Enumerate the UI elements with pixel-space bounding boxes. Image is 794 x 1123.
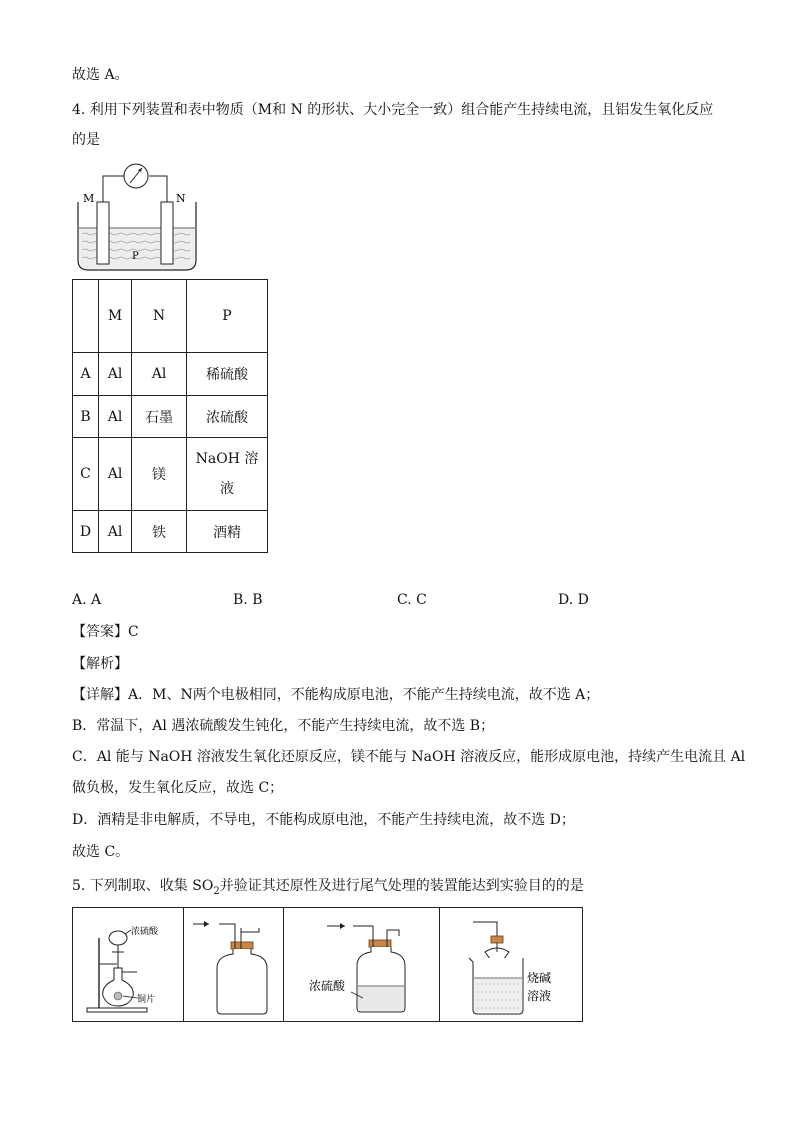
- question-4-stem: 4. 利用下列装置和表中物质（M和 N 的形状、大小完全一致）组合能产生持续电流，且铝发生氧化反应: [72, 102, 714, 118]
- flask-apparatus-icon: [73, 908, 183, 1021]
- electrode-m-label: M: [83, 192, 95, 205]
- option-d: D. D: [558, 592, 589, 608]
- question-5-apparatus: [72, 907, 583, 1022]
- explanation-line: 【详解】A．M、N两个电极相同，不能构成原电池，不能产生持续电流，故不选 A；: [72, 687, 600, 703]
- apparatus-reduction-test: [283, 908, 440, 1021]
- explanation-line: B．常温下，Al 遇浓硫酸发生钝化，不能产生持续电流，故不选 B；: [72, 718, 495, 734]
- text-line: 故选 A。: [72, 67, 129, 83]
- answer-label: 【答案】C: [72, 624, 139, 640]
- apparatus-generation: [73, 908, 184, 1021]
- option-c: C. C: [397, 592, 427, 608]
- table-row: B Al 石墨 浓硫酸: [73, 396, 268, 438]
- option-a: A. A: [72, 592, 102, 608]
- apparatus-tail-gas: [439, 908, 582, 1021]
- gas-bottle-icon: [183, 908, 283, 1021]
- table-row: D Al 铁 酒精: [73, 511, 268, 553]
- table-header-row: M N P: [73, 280, 268, 353]
- explanation-line: D．酒精是非电解质，不导电，不能构成原电池，不能产生持续电流，故不选 D；: [72, 812, 575, 828]
- question-4-table: [72, 279, 268, 553]
- label-conc-h2so4: 浓硫酸: [131, 927, 159, 937]
- washing-bottle-icon: [283, 908, 439, 1021]
- beaker-funnel-icon: [439, 908, 582, 1021]
- label-solution: 溶液: [527, 989, 552, 1003]
- option-b: B. B: [233, 592, 263, 608]
- explanation-line: 做负极，发生氧化反应，故选 C；: [72, 780, 284, 796]
- galvanometer-icon: [124, 164, 148, 188]
- label-caustic: 烧碱: [527, 971, 552, 985]
- question-5-stem: 5. 下列制取、收集 $SO_2$并验证其还原性及进行尾气处理的装置能达到实验目的的是: [72, 878, 584, 897]
- analysis-label: 【解析】: [72, 656, 128, 672]
- galvanic-cell-diagram: [72, 158, 202, 274]
- electrolyte-p-label: P: [132, 251, 139, 262]
- apparatus-collection: [183, 908, 284, 1021]
- label-copper: 铜片: [137, 995, 156, 1005]
- question-4-stem-cont: 的是: [72, 132, 100, 148]
- electrode-n-label: N: [176, 192, 186, 205]
- table-row: C Al 镁 NaOH 溶 液: [73, 438, 268, 511]
- text-line: 故选 C。: [72, 844, 130, 860]
- explanation-line: C．Al 能与 NaOH 溶液发生氧化还原反应，镁不能与 NaOH 溶液反应，能形成原电池，持续产生电流且 Al: [72, 749, 746, 765]
- table-row: A Al Al 稀硫酸: [73, 353, 268, 396]
- label-conc-h2so4-bottle: 浓硫酸: [309, 979, 346, 993]
